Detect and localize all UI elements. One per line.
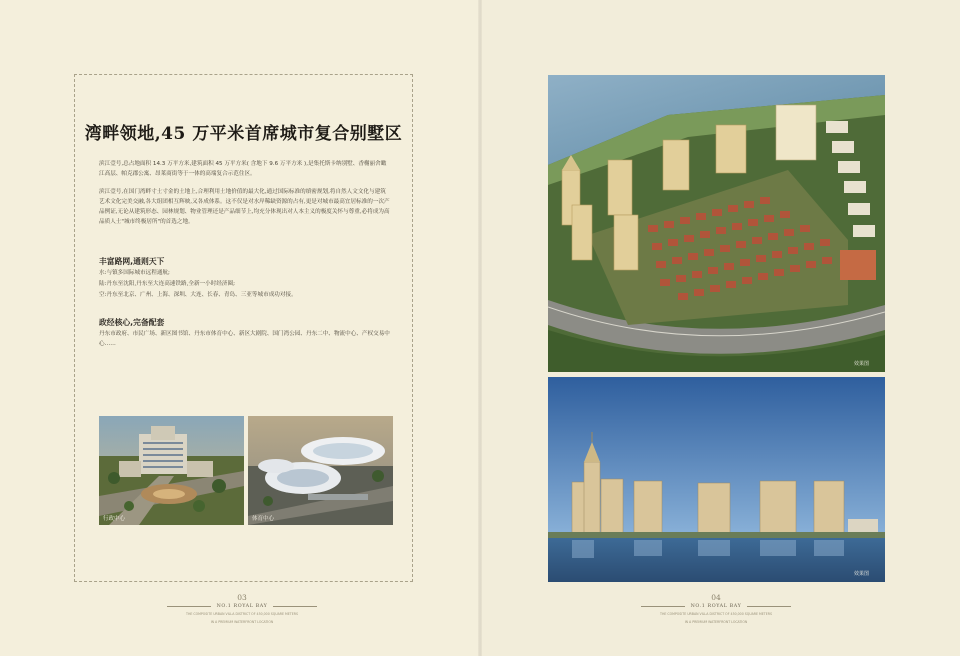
sports-center-caption: 体育中心 — [252, 516, 275, 522]
transport-line-water: 水:与镇多国际城市远程通航; — [99, 270, 170, 276]
divider — [747, 606, 791, 607]
folio-left — [162, 593, 322, 624]
text-frame — [74, 74, 413, 582]
section-title-transport: 丰富路网,通则天下 — [99, 257, 165, 266]
divider — [273, 606, 317, 607]
fine-print-1: THE COMPOSITE URBAN VILLA DISTRICT OF 450,000 SQUARE METERS — [186, 612, 298, 616]
folio-right — [636, 593, 796, 624]
fine-print-1: THE COMPOSITE URBAN VILLA DISTRICT OF 450,000 SQUARE METERS — [660, 612, 772, 616]
divider — [641, 606, 685, 607]
brand-name: NO.1 ROYAL BAY — [216, 604, 268, 609]
aerial-caption: 效果图 — [853, 361, 869, 367]
fine-print-2: IN A PREMIUM WATERFRONT LOCATION — [210, 619, 274, 624]
admin-center-photo — [99, 416, 244, 525]
aerial-rendering — [548, 75, 885, 372]
brand-name: NO.1 ROYAL BAY — [690, 604, 742, 609]
fine-print-2: IN A PREMIUM WATERFRONT LOCATION — [684, 619, 748, 624]
transport-line-air: 空:丹东至北京、广州、上海、深圳、大连、长春、青岛、三亚等城市成功对接。 — [99, 292, 297, 298]
skyline-caption: 效果图 — [853, 571, 869, 577]
skyline-rendering-illustration — [548, 377, 885, 582]
headline: 湾畔领地,45 万平米首席城市复合别墅区 — [84, 124, 403, 144]
spine-gutter — [478, 0, 482, 656]
sports-center-photo — [248, 416, 393, 525]
brand-line — [162, 604, 322, 609]
detail-paragraph: 滨江壹号,在国门湾畔寸土寸金的土地上,合理利用土地价值的最大化,通过国际标准的缜密规划,将自然人文文化与建筑艺术文化完美交融,各大组团相互辉映,又各成体系。这不仅是对水岸稀缺资源的占有,更是对城市最高宜居标准的一次产品例证,无论从建筑形态、园林规划、物业管理还是产品细节上,均充分体现出对人本主义的极度关怀与尊重,必将成为高品质人士"城市终极居所"的首选之地。 — [99, 189, 390, 225]
admin-center-illustration — [99, 416, 244, 525]
skyline-rendering — [548, 377, 885, 582]
aerial-rendering-illustration — [548, 75, 885, 372]
transport-line-land: 陆:丹东至沈阳,丹东至大连高速铁路,全新一小时经济圈; — [99, 281, 235, 287]
page-number: 04 — [711, 593, 721, 602]
divider — [167, 606, 211, 607]
admin-center-caption: 行政中心 — [103, 516, 126, 522]
section-title-amenities: 政经核心,完备配套 — [99, 318, 165, 327]
amenities-text: 丹东市政府、市民广场、新区图书馆、丹东市体育中心、新区大剧院、国门湾公园、丹东二中、物流中心、产权交易中心…… — [99, 331, 390, 347]
intro-paragraph: 滨江壹号,总占地面积 14.3 万平方米,建筑面积 45 万平方米( 含地下 9.6 万平方米 ),是集托斯卡纳别墅、香榭丽舍瞰江高层、帕克郡公寓、昂莱商街等于一体的高端复合示范住区。 — [99, 161, 387, 177]
brand-line — [636, 604, 796, 609]
sports-center-illustration — [248, 416, 393, 525]
page-number: 03 — [237, 593, 247, 602]
